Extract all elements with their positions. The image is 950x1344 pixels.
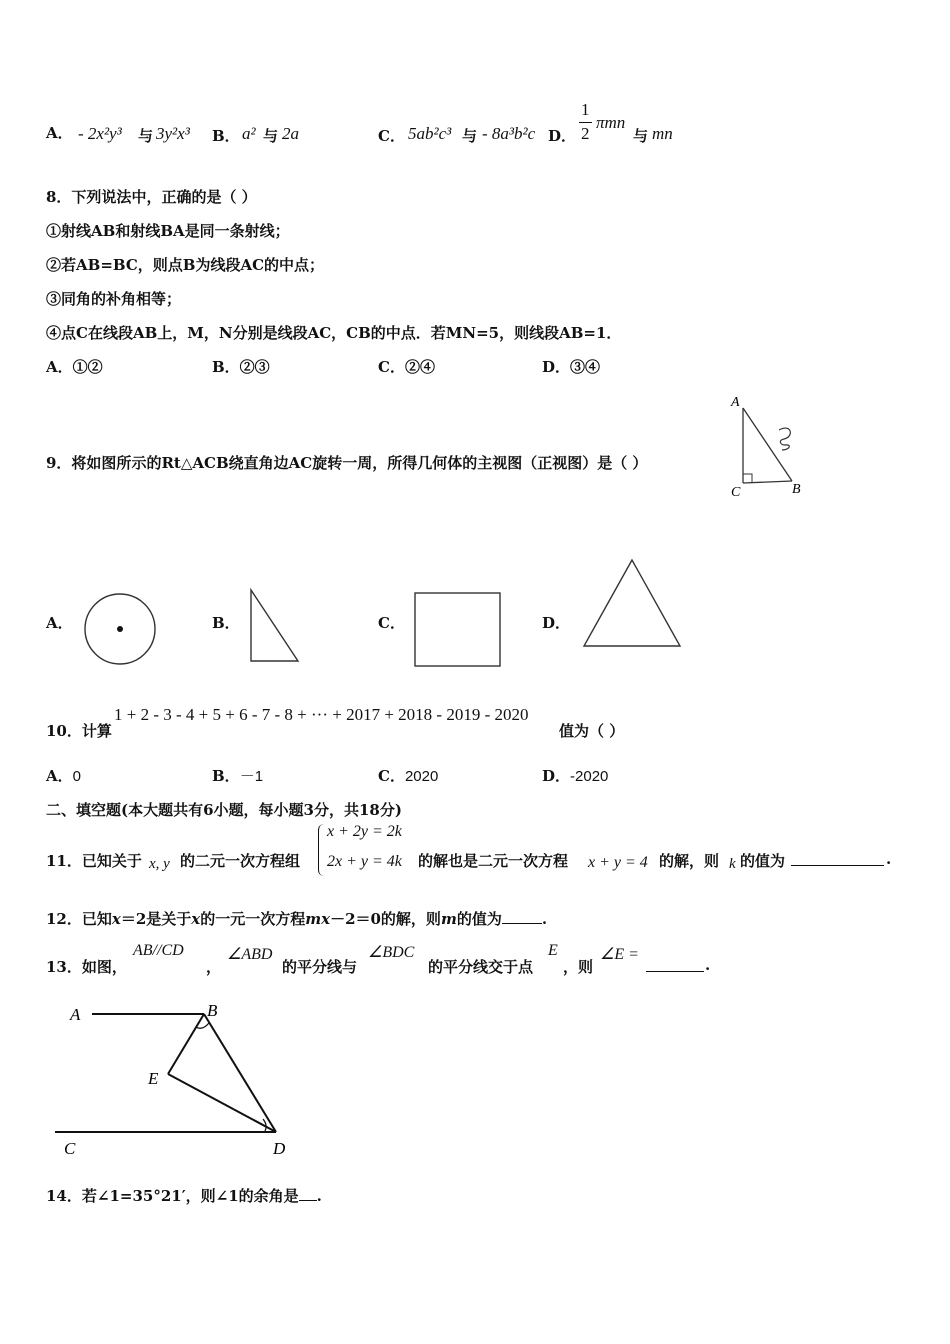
q7-option-c-conj: 与 — [462, 127, 478, 145]
q13-text-2: 的平分线与 — [282, 958, 358, 976]
q13-text-3: 的平分线交于点 — [428, 958, 534, 976]
q12-text-3: 的一元一次方程 — [200, 910, 306, 928]
q10-option-b — [212, 765, 263, 786]
q8-option-c: C．②④ — [378, 358, 435, 376]
q8-option-a: A．①② — [46, 358, 103, 376]
q7-option-b-expr2: 2a — [282, 124, 299, 143]
q14-line — [46, 1185, 322, 1206]
q13-end: . — [705, 956, 711, 974]
q11-text-4: 的解，则 — [659, 852, 720, 870]
q13-line-bd — [204, 1014, 276, 1132]
q10-option-d — [542, 765, 608, 786]
q9-option-d-label: D． — [542, 614, 571, 632]
q7-option-d-label: D． — [548, 127, 577, 145]
q9-label-b: B — [792, 482, 801, 497]
q11-eq1: x + 2y = 2k — [327, 823, 402, 840]
q8-option-b: B．②③ — [212, 358, 270, 376]
q11-eq3: x + y = 4 — [588, 854, 648, 871]
q10-option-b-label: B． — [212, 767, 240, 785]
q9-stem: 9．将如图所示的Rt△ACB绕直角边AC旋转一周，所得几何体的主视图（正视图）是（ ） — [46, 454, 648, 472]
q12-line — [46, 908, 547, 929]
q13-expr-angle-e: ∠E = — [600, 946, 639, 963]
q10-option-a — [46, 765, 81, 786]
q11-text-2: 的二元一次方程组 — [180, 852, 301, 870]
q10-option-c-label: C． — [378, 767, 405, 785]
q7-option-d-expr1: πmn — [596, 113, 626, 132]
q9-option-c-square — [412, 590, 504, 670]
q7-option-b-expr1: a² — [242, 124, 256, 143]
q11-text-1: 11．已知关于 — [46, 852, 142, 870]
q13-text-1: 13．如图， — [46, 958, 127, 976]
q7-option-d-frac-bar — [579, 122, 592, 123]
q11-eq2: 2x + y = 4k — [327, 853, 402, 870]
q8-statement-4: ④点C在线段AB上，M，N分别是线段AC，CB的中点．若MN=5，则线段AB=1． — [46, 324, 622, 342]
q12-answer-blank[interactable] — [502, 909, 542, 924]
q10-option-c-value: 2020 — [404, 768, 439, 785]
q7-option-a-conj: 与 — [138, 127, 154, 145]
q12-end: . — [541, 910, 548, 928]
q10-prefix: 10．计算 — [46, 722, 112, 740]
q7-option-a-expr1: - 2x²y³ — [78, 124, 122, 143]
q14-end: . — [316, 1187, 322, 1205]
q10-option-a-label: A． — [46, 767, 73, 785]
q13-expr-angle-bdc: ∠BDC — [368, 944, 415, 961]
q13-label-d: D — [273, 1139, 286, 1158]
q10-expression: 1 + 2 - 3 - 4 + 5 + 6 - 7 - 8 + ··· + 2017 + 2018 - 2019 - 2020 — [114, 705, 529, 724]
q12-text-5: 的值为 — [456, 910, 502, 928]
q11-text-5: 的值为 — [740, 852, 786, 870]
q7-option-d-frac-num: 1 — [581, 100, 590, 119]
q9-rotation-arrow-icon — [779, 428, 790, 450]
q7-option-c-label: C． — [378, 127, 405, 145]
q8-statement-3: ③同角的补角相等； — [46, 290, 182, 308]
q12-text-1: 12．已知 — [46, 910, 112, 928]
q7-option-b-conj: 与 — [263, 127, 279, 145]
q14-answer-blank[interactable] — [299, 1186, 317, 1201]
q11-k: k — [729, 856, 736, 872]
q9-option-b-triangle — [246, 587, 304, 665]
q7-option-a-expr2: 3y²x³ — [156, 124, 190, 143]
q8-option-d: D．③④ — [542, 358, 601, 376]
q13-expr-angle-abd: ∠ABD — [227, 946, 273, 963]
q7-option-d-expr2: mn — [652, 124, 673, 143]
q10-option-b-value: －1 — [239, 768, 264, 785]
q12-text-2: ＝2是关于 — [120, 910, 192, 928]
q7-option-d-frac-den: 2 — [581, 124, 590, 143]
q8-stem: 8．下列说法中，正确的是（ ） — [46, 188, 257, 206]
q9-option-c-label: C． — [378, 614, 405, 632]
q10-option-a-value: 0 — [72, 768, 81, 785]
q13-comma: ， — [206, 958, 222, 976]
q13-expr-parallel: AB//CD — [133, 942, 184, 959]
q7-option-c-expr1: 5ab²c³ — [408, 124, 452, 143]
q8-statement-1: ①射线AB和射线BA是同一条射线； — [46, 222, 290, 240]
section-2-heading: 二、填空题(本大题共有6小题，每小题3分，共18分) — [46, 801, 402, 819]
q10-suffix: 值为（ ） — [559, 722, 625, 740]
q8-statement-2: ②若AB=BC，则点B为线段AC的中点； — [46, 256, 325, 274]
q12-mx: mx — [305, 910, 331, 928]
q12-var-x1: x — [111, 910, 121, 928]
q9-right-angle-mark — [743, 474, 752, 483]
q13-label-a: A — [70, 1005, 81, 1024]
q9-label-c: C — [731, 485, 741, 500]
q11-end: . — [886, 850, 892, 868]
q9-side-cb — [743, 481, 792, 483]
q12-text-4: －2＝0的解，则 — [330, 910, 441, 928]
q10-option-d-value: -2020 — [570, 768, 609, 785]
q9-option-a-label: A． — [46, 614, 73, 632]
q11-text-3: 的解也是二元一次方程 — [418, 852, 569, 870]
q13-line-be — [168, 1014, 204, 1074]
q11-answer-blank[interactable] — [791, 851, 884, 866]
q12-var-m: m — [440, 910, 457, 928]
q13-figure — [55, 995, 305, 1160]
q7-option-d-conj: 与 — [633, 127, 649, 145]
q14-text: 14．若∠1=35°21′，则∠1的余角是 — [46, 1187, 299, 1205]
q10-option-d-label: D． — [542, 767, 571, 785]
q9-option-d-triangle — [580, 556, 684, 652]
q12-var-x2: x — [191, 910, 201, 928]
q13-point-e: E — [548, 942, 558, 959]
q13-label-c: C — [64, 1139, 76, 1158]
q13-label-b: B — [207, 1001, 218, 1020]
q7-option-a-label: A． — [46, 124, 73, 142]
q13-text-4: ，则 — [563, 958, 594, 976]
q7-options — [46, 122, 73, 143]
q9-option-b-label: B． — [212, 614, 240, 632]
q13-label-e: E — [148, 1069, 159, 1088]
q9-option-a-circle — [82, 592, 158, 668]
q10-option-c — [378, 765, 438, 786]
q11-vars: x, y — [149, 856, 170, 872]
q13-line-ed — [168, 1074, 276, 1132]
q7-option-c-expr2: - 8a³b²c — [482, 124, 536, 143]
q11-system-brace — [318, 824, 325, 876]
q13-answer-blank[interactable] — [646, 957, 704, 972]
q9-label-a: A — [731, 395, 740, 410]
q7-option-b-label: B． — [212, 127, 240, 145]
q9-triangle-figure — [726, 390, 816, 502]
